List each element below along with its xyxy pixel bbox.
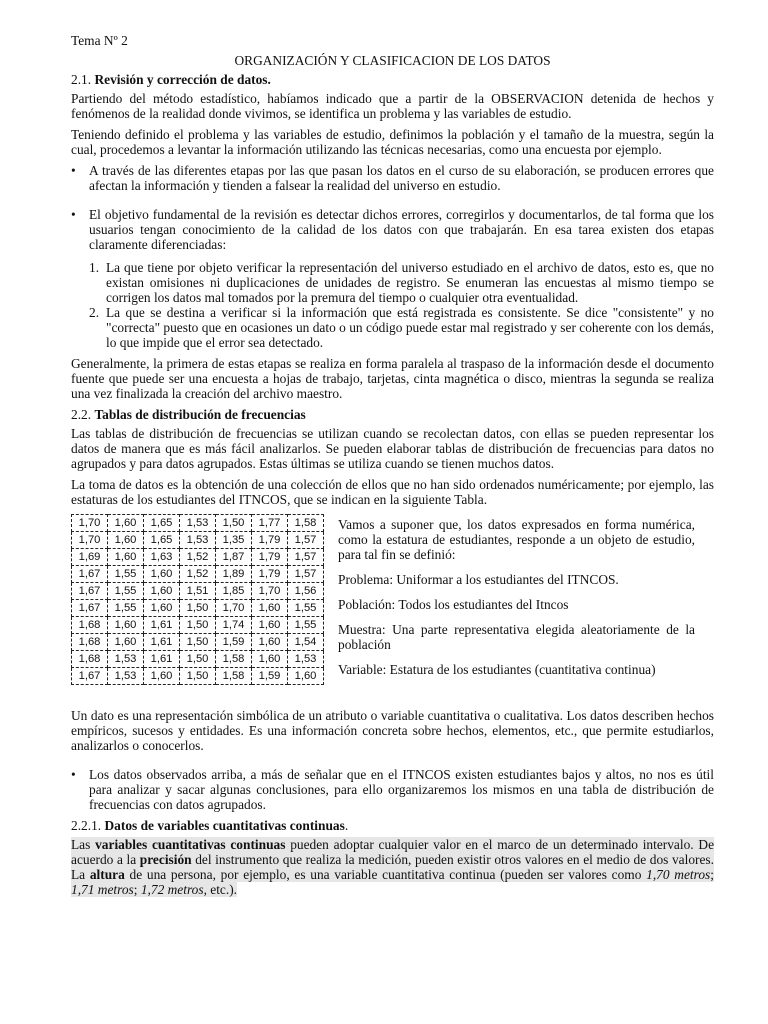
paragraph-data-definition: Un dato es una representación simbólica de un atributo o variable cuantitativa o cualitativa. Los datos describen hechos empíricos, sucesos y entidades. Es una información concreta sobre hechos, elementos, etc., que permite estudiarlos, analizarlos o conocerlos. [71,708,714,753]
table-row [72,566,324,583]
table-cell: 1,60 [108,634,144,651]
topic-number: Tema Nº 2 [71,33,128,48]
table-cell: 1,68 [72,651,108,668]
table-cell: 1,77 [252,515,288,532]
bullet-icon: • [71,767,76,782]
table-cell: 1,52 [180,566,216,583]
table-cell: 1,68 [72,617,108,634]
table-cell: 1,57 [288,566,324,583]
table-cell: 1,70 [72,532,108,549]
table-cell: 1,60 [252,600,288,617]
table-cell: 1,55 [108,566,144,583]
table-cell: 1,61 [144,634,180,651]
table-row [72,600,324,617]
table-cell: 1,50 [216,515,252,532]
table-cell: 1,87 [216,549,252,566]
table-row [72,651,324,668]
paragraph-frequency-tables: Las tablas de distribución de frecuencias se utilizan cuando se recolectan datos, con ellas se pueden representar los datos de manera que es más fácil analizarlos. Se pueden elaborar tablas de distribución de frecuencias para datos no agrupados y para datos agrupados. Estas últimas se utiliza cuando se tienen muchos datos. [71,426,714,471]
table-cell: 1,60 [108,549,144,566]
study-definitions [338,514,695,685]
table-cell: 1,58 [216,651,252,668]
definitions-intro: Vamos a suponer que, los datos expresados en forma numérica, como la estatura de estudiantes, responde a un objeto de estudio, para tal fin se definió: [338,517,695,562]
table-cell: 1,60 [108,515,144,532]
paragraph-problem-definition: Teniendo definido el problema y las variables de estudio, definimos la población y el tamaño de la muestra, según la cual, procedemos a levantar la información utilizando las técnicas necesarias, como una encuesta por ejemplo. [71,127,714,157]
table-cell: 1,55 [108,600,144,617]
table-cell: 1,70 [216,600,252,617]
table-cell: 1,53 [180,515,216,532]
table-cell: 1,57 [288,532,324,549]
table-cell: 1,67 [72,668,108,685]
table-row [72,532,324,549]
bullet-item-errors: • A través de las diferentes etapas por las que pasan los datos en el curso de su elaboración, se producen errores que afectan la información y tienden a falsear la realidad del universo en estudio. [71,163,714,193]
table-cell: 1,59 [252,668,288,685]
definition-problem: Problema: Uniformar a los estudiantes del ITNCOS. [338,572,619,587]
table-cell: 1,60 [144,566,180,583]
table-cell: 1,59 [216,634,252,651]
table-cell: 1,60 [144,583,180,600]
table-cell: 1,67 [72,600,108,617]
table-cell: 1,53 [288,651,324,668]
table-cell: 1,67 [72,583,108,600]
table-cell: 1,67 [72,566,108,583]
table-cell: 1,53 [108,651,144,668]
table-cell: 1,85 [216,583,252,600]
document-page [71,33,714,897]
table-cell: 1,79 [252,532,288,549]
bullet-item-observed-data: • Los datos observados arriba, a más de señalar que en el ITNCOS existen estudiantes bajos y altos, no nos es útil para analizar y sacar algunas conclusiones, para ello organizaremos los mismos en una tabla de distribución de frecuencias con datos agrupados. [71,767,714,812]
table-cell: 1,70 [72,515,108,532]
table-cell: 1,65 [144,515,180,532]
definition-sample: Muestra: Una parte representativa elegida aleatoriamente de la población [338,622,695,652]
table-cell: 1,68 [72,634,108,651]
definition-variable: Variable: Estatura de los estudiantes (cuantitativa continua) [338,662,656,677]
numbered-item-1: 1. La que tiene por objeto verificar la representación del universo estudiado en el archivo de datos, esto es, que no existan omisiones ni duplicaciones de unidades de registro. Se enumeran las encuestas al mismo tiempo se corrigen los datos mal tomados por la premura del tiempo o cualquier otra eventualidad. [89,260,714,305]
table-cell: 1,60 [252,617,288,634]
table-cell: 1,79 [252,549,288,566]
heights-table [71,514,324,685]
numbered-item-2: 2. La que se destina a verificar si la información que está registrada es consistente. Se dice "consistente" y no "correcta" puesto que en ocasiones un dato o un código puede estar mal registrado y ser coherente con los demás, lo que impide que el error sea detectado. [89,305,714,350]
table-cell: 1,60 [144,600,180,617]
paragraph-continuous-variables: Las variables cuantitativas continuas pueden adoptar cualquier valor en el marco de un determinado intervalo. De acuerdo a la precisión del instrumento que realiza la medición, pueden existir otros valores en el medio de dos valores. La altura de una persona, por ejemplo, es una variable cuantitativa continua (pueden ser valores como 1,70 metros; 1,71 metros; 1,72 metros, etc.). [71,837,715,897]
table-cell: 1,60 [288,668,324,685]
section-2-1-heading: 2.1. Revisión y corrección de datos. [71,72,271,87]
table-cell: 1,58 [288,515,324,532]
table-cell: 1,50 [180,668,216,685]
section-2-2-1-heading: 2.2.1. Datos de variables cuantitativas continuas. [71,818,349,833]
table-cell: 1,74 [216,617,252,634]
section-2-2-heading: 2.2. Tablas de distribución de frecuencias [71,407,306,422]
table-cell: 1,69 [72,549,108,566]
table-cell: 1,55 [108,583,144,600]
table-cell: 1,65 [144,532,180,549]
table-cell: 1,55 [288,600,324,617]
bullet-icon: • [71,207,76,222]
table-cell: 1,60 [252,634,288,651]
paragraph-data-collection: La toma de datos es la obtención de una colección de ellos que no han sido ordenados numéricamente; por ejemplo, las estaturas de los estudiantes del ITNCOS, que se indican en la siguiente Tabla. [71,477,714,507]
table-cell: 1,35 [216,532,252,549]
table-cell: 1,53 [108,668,144,685]
table-cell: 1,58 [216,668,252,685]
table-cell: 1,79 [252,566,288,583]
table-cell: 1,61 [144,617,180,634]
table-row [72,634,324,651]
table-row [72,549,324,566]
paragraph-stages: Generalmente, la primera de estas etapas se realiza en forma paralela al traspaso de la información desde el documento fuente que puede ser una encuesta a hojas de trabajo, tarjetas, cinta magnética o disco, mientras la segunda se realiza una vez finalizada la creación del archivo maestro. [71,356,714,401]
table-cell: 1,50 [180,651,216,668]
table-cell: 1,60 [108,617,144,634]
table-cell: 1,56 [288,583,324,600]
page-title: ORGANIZACIÓN Y CLASIFICACION DE LOS DATOS [234,53,551,68]
table-row [72,515,324,532]
table-cell: 1,51 [180,583,216,600]
bullet-icon: • [71,163,76,178]
table-cell: 1,50 [180,600,216,617]
table-row [72,617,324,634]
table-cell: 1,60 [252,651,288,668]
table-and-definitions [71,514,714,685]
table-cell: 1,55 [288,617,324,634]
table-cell: 1,50 [180,634,216,651]
table-cell: 1,60 [144,668,180,685]
paragraph-observation: Partiendo del método estadístico, habíamos indicado que a partir de la OBSERVACION detenida de hechos y fenómenos de la realidad donde vivimos, se identifica un problema y las variables de estudio. [71,91,714,121]
table-row [72,668,324,685]
table-cell: 1,52 [180,549,216,566]
bullet-item-revision-objective: • El objetivo fundamental de la revisión es detectar dichos errores, corregirlos y documentarlos, de tal forma que los usuarios tengan conocimiento de la calidad de los datos con que trabajarán. En esa tarea existen dos etapas claramente diferenciadas: [71,207,714,252]
table-row [72,583,324,600]
definition-population: Población: Todos los estudiantes del Itncos [338,597,569,612]
table-cell: 1,63 [144,549,180,566]
table-cell: 1,53 [180,532,216,549]
table-cell: 1,60 [108,532,144,549]
table-cell: 1,50 [180,617,216,634]
table-cell: 1,54 [288,634,324,651]
table-cell: 1,89 [216,566,252,583]
table-cell: 1,57 [288,549,324,566]
table-cell: 1,61 [144,651,180,668]
table-cell: 1,70 [252,583,288,600]
